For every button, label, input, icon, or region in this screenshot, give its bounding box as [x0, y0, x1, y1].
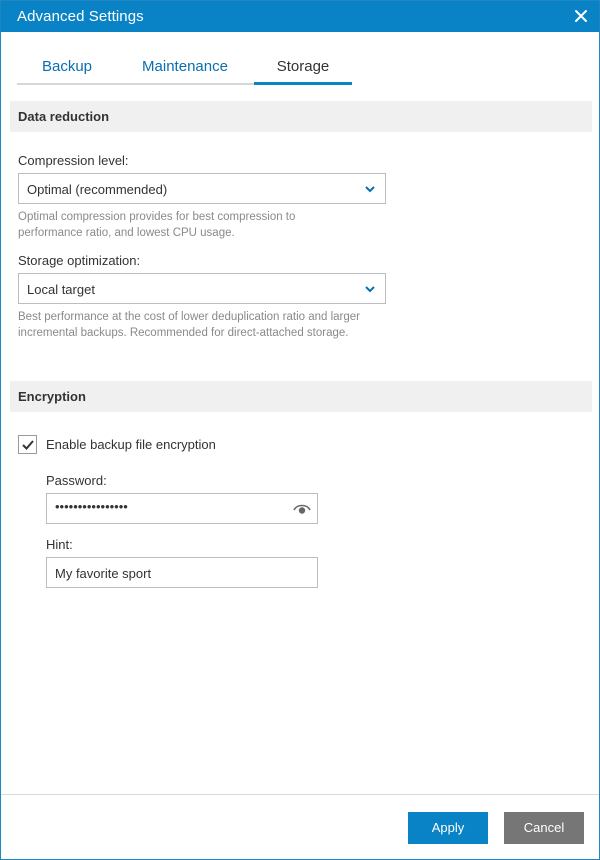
- enable-encryption-checkbox[interactable]: [18, 435, 37, 454]
- compression-level-select[interactable]: [18, 173, 386, 204]
- password-mask: ••••••••••••••••: [55, 499, 128, 514]
- compression-level-label: Compression level:: [18, 153, 129, 168]
- tab-backup[interactable]: Backup: [41, 58, 93, 75]
- chevron-down-icon: [364, 283, 376, 295]
- footer-divider: [1, 794, 599, 795]
- password-field[interactable]: [46, 493, 318, 524]
- tab-bar: [17, 53, 352, 85]
- storage-optimization-select[interactable]: [18, 273, 386, 304]
- hint-label: Hint:: [46, 537, 73, 552]
- apply-button[interactable]: Apply: [408, 812, 488, 844]
- compression-level-value: Optimal (recommended): [27, 182, 168, 197]
- dialog-title: Advanced Settings: [17, 8, 144, 25]
- checkmark-icon: [21, 438, 35, 452]
- title-bar: [1, 1, 599, 32]
- data-reduction-section-header: [10, 101, 592, 132]
- close-icon[interactable]: [571, 6, 591, 26]
- tab-maintenance[interactable]: Maintenance: [142, 58, 228, 75]
- hint-value: My favorite sport: [55, 566, 152, 581]
- cancel-button[interactable]: Cancel: [504, 812, 584, 844]
- data-reduction-heading: Data reduction: [18, 109, 110, 124]
- storage-optimization-label: Storage optimization:: [18, 253, 141, 268]
- hint-field[interactable]: [46, 557, 318, 588]
- enable-encryption-label[interactable]: Enable backup file encryption: [46, 437, 216, 452]
- chevron-down-icon: [364, 183, 376, 195]
- encryption-section-header: [10, 381, 592, 412]
- encryption-heading: Encryption: [18, 389, 86, 404]
- compression-help-text: Optimal compression provides for best compression to performance ratio, and lowest CPU usage.: [18, 211, 296, 239]
- storage-optimization-help-text: Best performance at the cost of lower deduplication ratio and larger incremental backups. Recommended for direct-attached storage.: [18, 311, 360, 339]
- storage-optimization-value: Local target: [27, 282, 95, 297]
- show-password-eye-icon[interactable]: [293, 502, 311, 516]
- password-label: Password:: [46, 473, 107, 488]
- tab-storage[interactable]: Storage: [254, 53, 352, 83]
